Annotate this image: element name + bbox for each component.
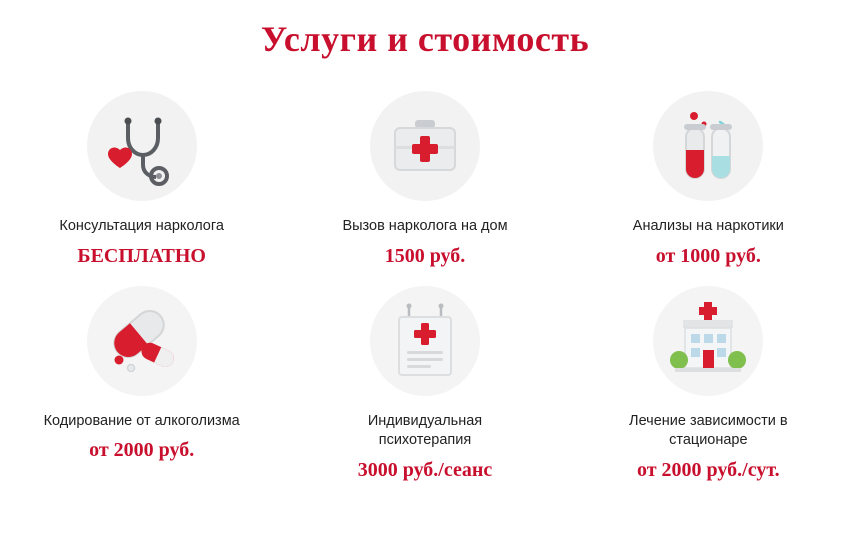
service-card [567, 91, 850, 268]
service-price: 3000 руб./сеанс [357, 458, 493, 481]
services-grid [0, 91, 850, 482]
service-price: от 1000 руб. [655, 244, 761, 267]
first-aid-kit-icon [385, 106, 465, 186]
service-card [0, 286, 283, 482]
service-price: от 2000 руб. [89, 439, 195, 462]
stethoscope-heart-icon [102, 106, 182, 186]
service-title: Анализы на наркотики [632, 218, 784, 235]
service-icon-container [653, 286, 763, 396]
service-price: от 2000 руб./сут. [637, 458, 780, 481]
medical-document-icon [385, 301, 465, 381]
services-page [0, 18, 850, 557]
service-card [283, 286, 566, 482]
service-card [567, 286, 850, 482]
service-icon-container [653, 91, 763, 201]
service-card [283, 91, 566, 268]
page-title: Услуги и стоимость [260, 19, 590, 59]
service-title: Вызов нарколога на дом [342, 218, 508, 235]
test-tubes-icon [668, 106, 748, 186]
service-title: Кодирование от алкоголизма [43, 412, 240, 429]
service-title: Индивидуальная психотерапия [367, 412, 483, 449]
service-price: БЕСПЛАТНО [77, 244, 206, 267]
service-title: Лечение зависимости в стационаре [629, 412, 788, 449]
service-icon-container [370, 91, 480, 201]
service-title: Консультация нарколога [59, 218, 224, 235]
pills-capsules-icon [99, 298, 185, 384]
service-icon-container [370, 286, 480, 396]
hospital-building-icon [665, 298, 751, 384]
service-icon-container [87, 286, 197, 396]
service-price: 1500 руб. [384, 244, 466, 267]
service-icon-container [87, 91, 197, 201]
service-card [0, 91, 283, 268]
